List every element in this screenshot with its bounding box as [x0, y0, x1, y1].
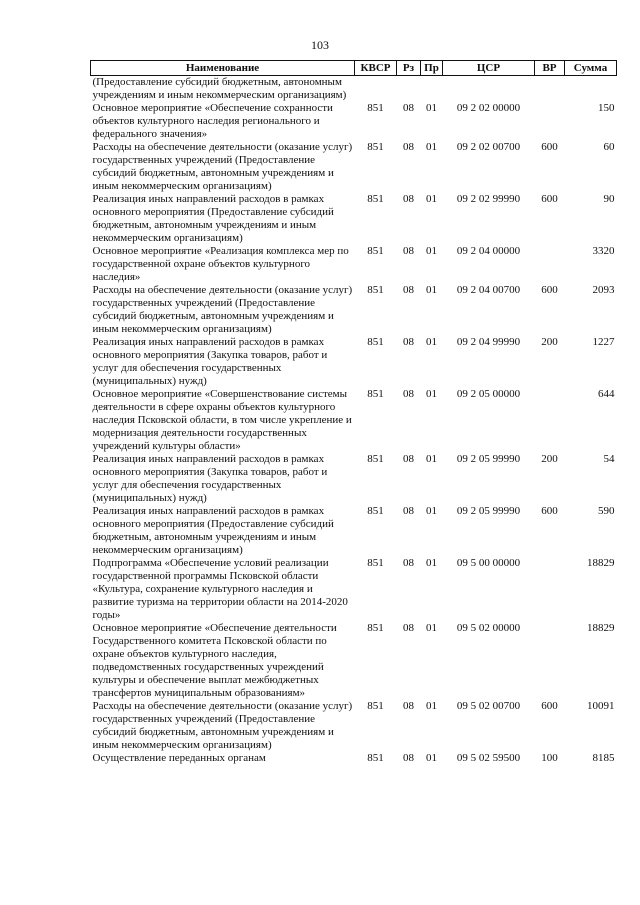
- header-name: Наименование: [91, 61, 355, 76]
- cell-kvsr: 851: [367, 388, 384, 400]
- cell-rz: 08: [403, 622, 414, 634]
- table-body: [91, 76, 617, 766]
- cell-csr: 09 5 00 00000: [456, 557, 521, 569]
- cell-csr: 09 2 02 99990: [456, 193, 521, 205]
- cell-pr: 01: [426, 193, 437, 205]
- cell-pr: [421, 76, 443, 103]
- cell-name: Реализация иных направлений расходов в рамках основного мероприятия (Закупка товаров, работ и услуг для обеспечения государственных (муниципальных) нужд): [92, 336, 328, 387]
- cell-kvsr: 851: [367, 336, 384, 348]
- cell-sum: 54: [603, 453, 615, 465]
- cell-sum: 60: [603, 141, 615, 153]
- cell-vr: 200: [541, 336, 558, 348]
- cell-rz: 08: [403, 557, 414, 569]
- cell-csr: 09 2 05 00000: [456, 388, 521, 400]
- cell-name: Подпрограмма «Обеспечение условий реализации государственной программы Псковской области «Культура, сохранение культурного наследия и развитие туризма на территории области на 2014-2020 годы»: [92, 557, 348, 621]
- cell-sum: 644: [598, 388, 615, 400]
- cell-name: Расходы на обеспечение деятельности (оказание услуг) государственных учреждений (Предоставление субсидий бюджетным, автономным учреждениям и иным некоммерческим организациям): [92, 284, 353, 335]
- cell-kvsr: 851: [367, 557, 384, 569]
- cell-sum: 8185: [592, 752, 615, 764]
- cell-name: Основное мероприятие «Совершенствование системы деятельности в сфере охраны объектов культурного наследия Псковской области, в том числе укрепление и модернизация деятельности государственных учреждений культуры области»: [92, 388, 352, 452]
- cell-kvsr: 851: [367, 245, 384, 257]
- cell-sum: 10091: [587, 700, 615, 712]
- cell-csr: 09 2 05 99990: [456, 505, 521, 517]
- cell-rz: 08: [403, 245, 414, 257]
- cell-vr: [535, 76, 565, 103]
- cell-csr: 09 2 04 00000: [456, 245, 521, 257]
- cell-csr: 09 2 02 00700: [456, 141, 521, 153]
- cell-rz: 08: [403, 505, 414, 517]
- table-row: [91, 193, 617, 245]
- header-kvsr: КВСР: [355, 61, 397, 76]
- cell-name: Основное мероприятие «Реализация комплекса мер по государственной охране объектов культурного наследия»: [92, 245, 349, 283]
- header-vr: ВР: [535, 61, 565, 76]
- cell-pr: 01: [426, 622, 437, 634]
- table-row: [91, 700, 617, 752]
- cell-sum: 1227: [592, 336, 615, 348]
- cell-sum: 18829: [587, 557, 615, 569]
- cell-sum: 590: [598, 505, 615, 517]
- cell-pr: 01: [426, 141, 437, 153]
- cell-pr: 01: [426, 700, 437, 712]
- cell-pr: 01: [426, 388, 437, 400]
- table-row: [91, 76, 617, 103]
- cell-sum: 2093: [592, 284, 615, 296]
- cell-kvsr: 851: [367, 453, 384, 465]
- cell-csr: 09 5 02 00700: [456, 700, 521, 712]
- cell-kvsr: 851: [367, 102, 384, 114]
- cell-kvsr: 851: [367, 141, 384, 153]
- cell-rz: 08: [403, 102, 414, 114]
- cell-vr: [535, 388, 565, 453]
- cell-rz: 08: [403, 700, 414, 712]
- budget-table: [90, 60, 617, 765]
- cell-sum: 90: [603, 193, 615, 205]
- cell-name: Расходы на обеспечение деятельности (оказание услуг) государственных учреждений (Предоставление субсидий бюджетным, автономным учреждениям и иным некоммерческим организациям): [92, 700, 353, 751]
- cell-sum: 18829: [587, 622, 615, 634]
- cell-csr: 09 5 02 59500: [456, 752, 521, 764]
- cell-pr: 01: [426, 284, 437, 296]
- cell-pr: 01: [426, 453, 437, 465]
- cell-rz: 08: [403, 193, 414, 205]
- cell-csr: [443, 76, 535, 103]
- cell-kvsr: 851: [367, 700, 384, 712]
- cell-name: Реализация иных направлений расходов в рамках основного мероприятия (Закупка товаров, работ и услуг для обеспечения государственных (муниципальных) нужд): [92, 453, 328, 504]
- table-row: [91, 453, 617, 505]
- cell-pr: 01: [426, 505, 437, 517]
- cell-name: Расходы на обеспечение деятельности (оказание услуг) государственных учреждений (Предоставление субсидий бюджетным, автономным учреждениям и иным некоммерческим организациям): [92, 141, 353, 192]
- cell-rz: 08: [403, 752, 414, 764]
- cell-name: Основное мероприятие «Обеспечение деятельности Государственного комитета Псковской области по охране объектов культурного наследия, подведомственных государственных учреждений культуры и обеспечение выплат межбюджетных трансфертов муниципальным образованиям»: [92, 622, 337, 699]
- cell-sum: 3320: [592, 245, 615, 257]
- table-header-row: [91, 61, 617, 76]
- cell-rz: 08: [403, 284, 414, 296]
- table-row: [91, 245, 617, 284]
- cell-kvsr: 851: [367, 622, 384, 634]
- cell-name: Осуществление переданных органам: [92, 752, 266, 764]
- cell-pr: 01: [426, 336, 437, 348]
- cell-rz: 08: [403, 388, 414, 400]
- cell-vr: 100: [541, 752, 558, 764]
- cell-pr: 01: [426, 102, 437, 114]
- cell-kvsr: 851: [367, 193, 384, 205]
- cell-kvsr: 851: [367, 505, 384, 517]
- table-row: [91, 505, 617, 557]
- cell-sum: [565, 76, 617, 103]
- table-row: [91, 336, 617, 388]
- cell-name: Реализация иных направлений расходов в рамках основного мероприятия (Предоставление субсидий бюджетным, автономным учреждениям и иным некоммерческим организациям): [92, 505, 334, 556]
- cell-csr: 09 5 02 00000: [456, 622, 521, 634]
- header-pr: Пр: [421, 61, 443, 76]
- header-rz: Рз: [397, 61, 421, 76]
- cell-rz: 08: [403, 336, 414, 348]
- cell-kvsr: 851: [367, 284, 384, 296]
- cell-rz: 08: [403, 141, 414, 153]
- table-row: [91, 388, 617, 453]
- cell-rz: [397, 76, 421, 103]
- cell-vr: 600: [541, 193, 558, 205]
- table-row: [91, 141, 617, 193]
- header-sum: Сумма: [565, 61, 617, 76]
- cell-name: Реализация иных направлений расходов в рамках основного мероприятия (Предоставление субсидий бюджетным, автономным учреждениям и иным некоммерческим организациям): [92, 193, 334, 244]
- cell-vr: 600: [541, 505, 558, 517]
- table-row: [91, 284, 617, 336]
- cell-pr: 01: [426, 557, 437, 569]
- cell-vr: 600: [541, 141, 558, 153]
- cell-kvsr: 851: [367, 752, 384, 764]
- cell-sum: 150: [598, 102, 615, 114]
- cell-pr: 01: [426, 245, 437, 257]
- cell-name: Основное мероприятие «Обеспечение сохранности объектов культурного наследия регионального и федерального значения»: [92, 102, 333, 140]
- cell-pr: 01: [426, 752, 437, 764]
- cell-csr: 09 2 02 00000: [456, 102, 521, 114]
- table-row: [91, 557, 617, 622]
- cell-vr: 200: [541, 453, 558, 465]
- cell-csr: 09 2 04 00700: [456, 284, 521, 296]
- cell-csr: 09 2 04 99990: [456, 336, 521, 348]
- cell-vr: [535, 557, 565, 622]
- table-row: [91, 622, 617, 700]
- cell-vr: 600: [541, 284, 558, 296]
- cell-rz: 08: [403, 453, 414, 465]
- cell-vr: [535, 102, 565, 141]
- table-row: [91, 752, 617, 765]
- cell-csr: 09 2 05 99990: [456, 453, 521, 465]
- page-number: 103: [311, 38, 329, 52]
- cell-kvsr: [355, 76, 397, 103]
- cell-name: (Предоставление субсидий бюджетным, автономным учреждениям и иным некоммерческим организациям): [92, 76, 347, 101]
- cell-vr: [535, 245, 565, 284]
- header-csr: ЦСР: [443, 61, 535, 76]
- cell-vr: 600: [541, 700, 558, 712]
- table-row: [91, 102, 617, 141]
- cell-vr: [535, 622, 565, 700]
